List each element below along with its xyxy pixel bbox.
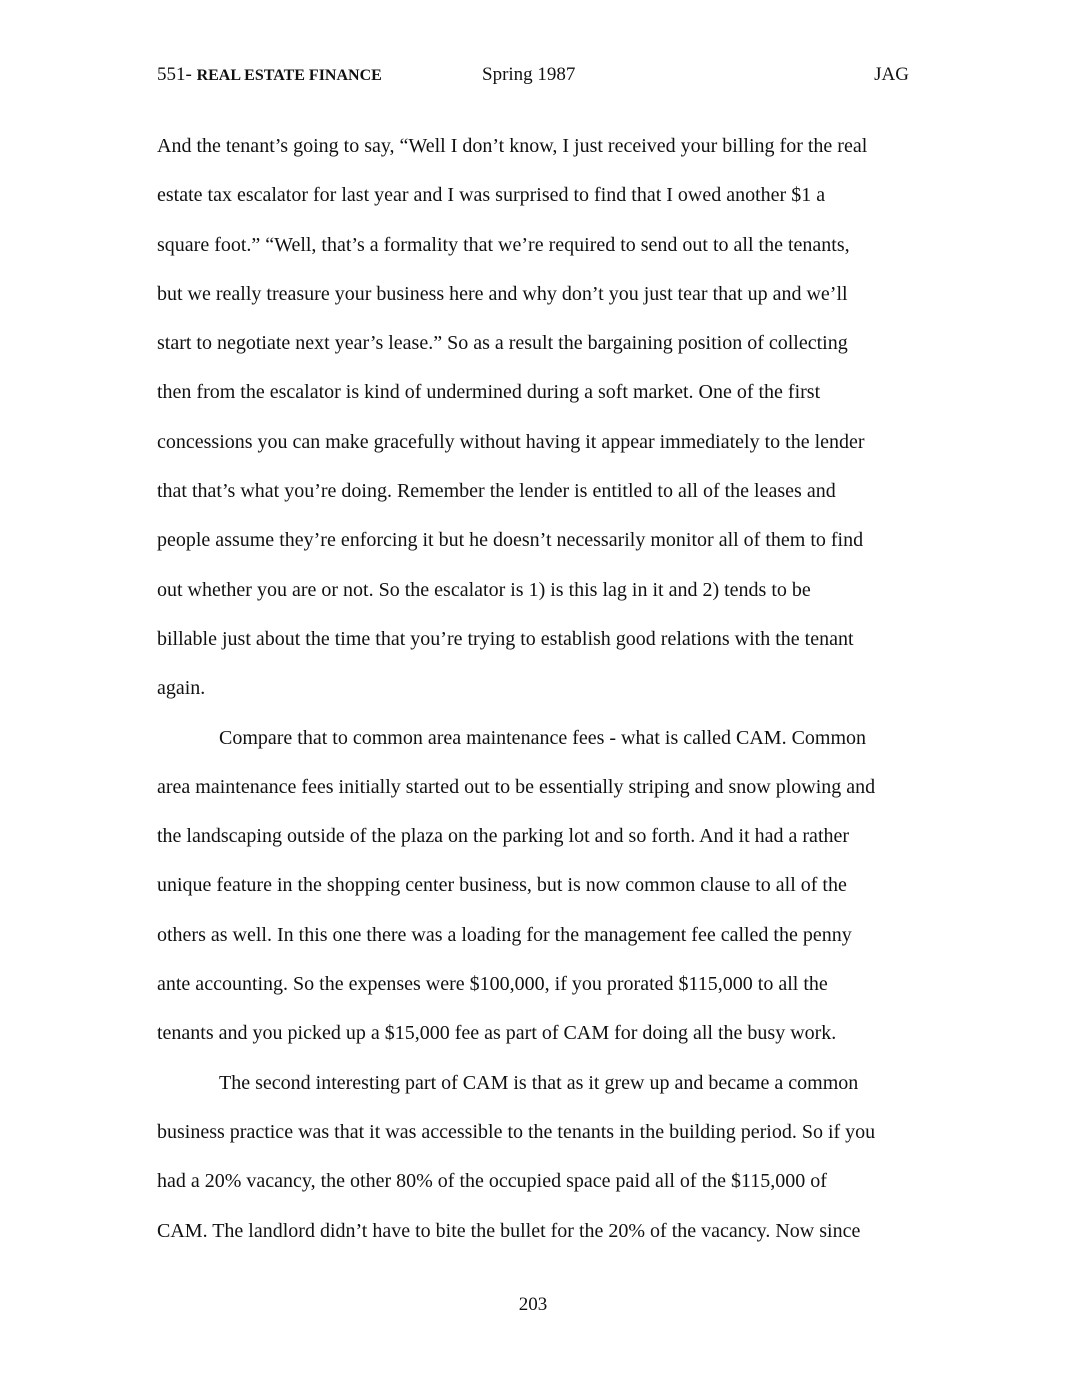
text-line: ante accounting. So the expenses were $100,000, if you prorated $115,000 to all the [157, 973, 828, 996]
page-number: 203 [518, 1294, 548, 1315]
term-label: Spring 1987 [482, 64, 576, 85]
text-line: Compare that to common area maintenance fees - what is called CAM. Common [219, 726, 867, 749]
text-line: billable just about the time that you’re trying to establish good relations with the tenant [157, 627, 854, 650]
text-line: but we really treasure your business here and why don’t you just tear that up and we’ll [157, 282, 848, 305]
course-label [157, 64, 382, 86]
text-line: others as well. In this one there was a loading for the management fee called the penny [157, 923, 852, 946]
page-body [157, 122, 909, 1256]
text-line: start to negotiate next year’s lease.” So as a result the bargaining position of collecting [157, 332, 848, 355]
text-line: concessions you can make gracefully without having it appear immediately to the lender [157, 430, 865, 453]
page-footer [0, 1294, 1066, 1316]
text-line: tenants and you picked up a $15,000 fee as part of CAM for doing all the busy work. [157, 1022, 837, 1045]
text-line: again. [157, 677, 206, 700]
text-line: business practice was that it was accessible to the tenants in the building period. So if you [157, 1120, 876, 1143]
text-line: The second interesting part of CAM is that as it grew up and became a common [219, 1071, 859, 1094]
text-line: out whether you are or not. So the escalator is 1) is this lag in it and 2) tends to be [157, 578, 811, 601]
text-line: And the tenant’s going to say, “Well I don’t know, I just received your billing for the real [157, 135, 868, 157]
course-title: REAL ESTATE FINANCE [196, 67, 382, 84]
text-line: had a 20% vacancy, the other 80% of the occupied space paid all of the $115,000 of [157, 1170, 827, 1193]
text-line: area maintenance fees initially started out to be essentially striping and snow plowing and [157, 775, 876, 798]
text-line: the landscaping outside of the plaza on the parking lot and so forth. And it had a rather [157, 825, 850, 848]
author-initials: JAG [874, 64, 909, 85]
course-number: 551- [157, 64, 197, 85]
text-line: unique feature in the shopping center business, but is now common clause to all of the [157, 874, 847, 897]
text-line: estate tax escalator for last year and I was surprised to find that I owed another $1 a [157, 184, 826, 207]
text-line: that that’s what you’re doing. Remember the lender is entitled to all of the leases and [157, 480, 836, 503]
text-line: people assume they’re enforcing it but he doesn’t necessarily monitor all of them to find [157, 529, 864, 552]
text-line: square foot.” “Well, that’s a formality that we’re required to send out to all the tenants, [157, 233, 850, 256]
text-line: then from the escalator is kind of undermined during a soft market. One of the first [157, 381, 821, 404]
page-header [157, 64, 909, 90]
text-line: CAM. The landlord didn’t have to bite the bullet for the 20% of the vacancy. Now since [157, 1219, 861, 1242]
